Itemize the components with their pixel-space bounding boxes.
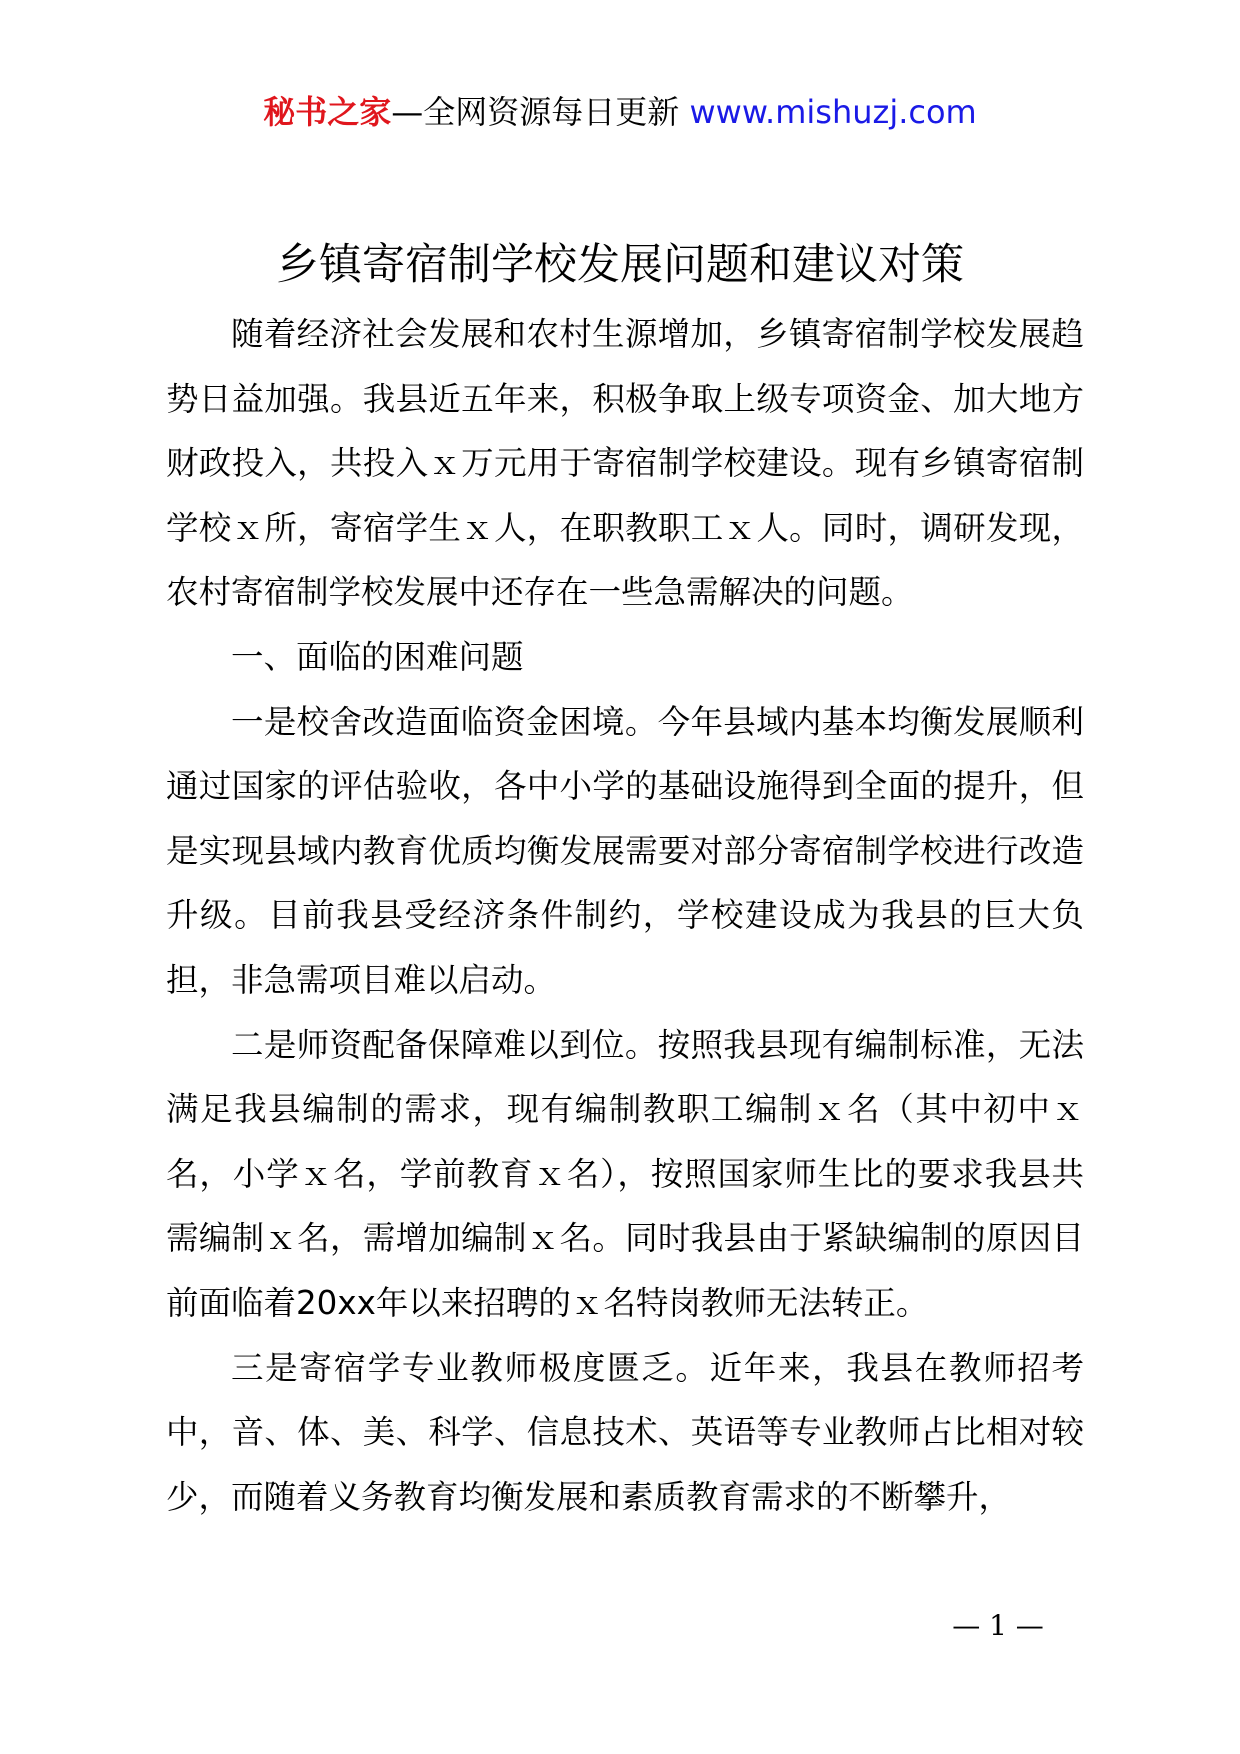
- body-paragraph: 三是寄宿学专业教师极度匮乏。近年来，我县在教师招考中，音、体、美、科学、信息技术、英语等专业教师占比相对较少，而随着义务教育均衡发展和素质教育需求的不断攀升，: [166, 1348, 1084, 1516]
- site-header: [0, 92, 1240, 132]
- header-tagline: —全网资源每日更新: [391, 93, 680, 131]
- section-heading: 一、面临的困难问题: [231, 637, 524, 676]
- body-paragraph: 一是校舍改造面临资金困境。今年县域内基本均衡发展顺利通过国家的评估验收，各中小学的基础设施得到全面的提升，但是实现县域内教育优质均衡发展需要对部分寄宿制学校进行改造升级。目前我县受经济条件制约，学校建设成为我县的巨大负担，非急需项目难以启动。: [166, 702, 1084, 999]
- site-url-link[interactable]: www.mishuzj.com: [689, 93, 977, 131]
- intro-paragraph: 随着经济社会发展和农村生源增加，乡镇寄宿制学校发展趋势日益加强。我县近五年来，积极争取上级专项资金、加大地方财政投入，共投入ｘ万元用于寄宿制学校建设。现有乡镇寄宿制学校ｘ所，寄宿学生ｘ人，在职教职工ｘ人。同时，调研发现，农村寄宿制学校发展中还存在一些急需解决的问题。: [166, 315, 1084, 612]
- document-title: 乡镇寄宿制学校发展问题和建议对策: [276, 240, 964, 290]
- page-number: — 1 —: [952, 1609, 1044, 1642]
- body-paragraph: 二是师资配备保障难以到位。按照我县现有编制标准，无法满足我县编制的需求，现有编制教职工编制ｘ名（其中初中ｘ名，小学ｘ名，学前教育ｘ名），按照国家师生比的要求我县共需编制ｘ名，需增加编制ｘ名。同时我县由于紧缺编制的原因目前面临着20xx年以来招聘的ｘ名特岗教师无法转正。: [166, 1025, 1084, 1322]
- brand-name: 秘书之家: [263, 93, 392, 131]
- document-body: [166, 302, 1084, 1529]
